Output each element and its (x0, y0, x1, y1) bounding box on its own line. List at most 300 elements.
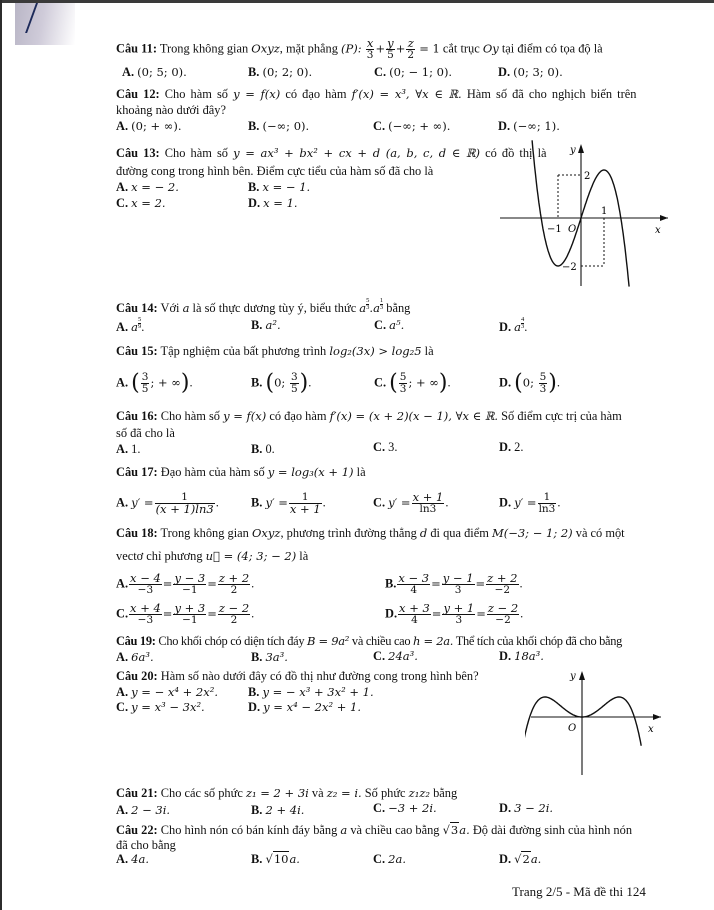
question-15-stem (116, 344, 434, 358)
fraction (399, 372, 408, 395)
option-text: 3 − 2i. (514, 801, 554, 815)
option-label: C. (116, 700, 129, 714)
option-label: C. (374, 318, 387, 332)
question-21-option-d[interactable] (499, 801, 553, 815)
numerator: y (387, 36, 394, 50)
fraction (397, 573, 430, 596)
option-label: D. (499, 801, 512, 815)
option-label: A. (116, 650, 129, 664)
option-suffix: . (189, 375, 193, 390)
question-19-option-b[interactable] (251, 650, 288, 664)
denominator: 3 (454, 584, 462, 596)
numerator: x + 4 (130, 601, 161, 615)
denominator: −1 (182, 584, 198, 596)
x-axis-label: x (648, 724, 654, 735)
stem-text: Cho các số phức (160, 786, 246, 800)
option-text: (−∞; 0). (262, 119, 310, 133)
question-19-stem (116, 634, 622, 648)
question-18-stem-line1 (116, 526, 625, 540)
stem-text: Cho hàm số (164, 146, 234, 160)
question-13-graph (500, 140, 670, 290)
option-text: (−∞; + ∞). (388, 119, 451, 133)
option-text: (0; 5; 0). (137, 65, 187, 79)
question-19-option-d[interactable] (499, 649, 544, 663)
sqrt-sign: √ (442, 823, 450, 837)
option-text: y = − x⁴ + 2x². (131, 685, 219, 699)
question-12-stem-line1 (116, 87, 636, 101)
question-13-stem-line1 (116, 146, 547, 160)
fraction (155, 492, 215, 515)
question-18-option-d[interactable]: D. $\frac{x + 3}{4}$ = $\frac{y + 1}{3}$ = $\frac{z - 2}{-2}$ . (385, 601, 524, 626)
stem-text: Cho hàm số (160, 409, 224, 423)
question-18-option-b[interactable]: B. $\frac{x - 3}{4}$ = $\frac{y - 1}{3}$ = $\frac{z + 2}{-2}$ . (385, 571, 523, 596)
fraction (218, 603, 250, 626)
question-label: Câu 15: (116, 344, 158, 358)
numerator: 1 (538, 492, 557, 504)
stem-math: f′(x) = (x + 2)(x − 1), ∀x ∈ ℝ. (329, 409, 499, 423)
option-text: 1. (131, 442, 141, 456)
stem-math: z₁z₂ (408, 786, 430, 800)
sqrt-sign: √ (265, 852, 273, 866)
fraction (442, 603, 475, 626)
option-label: A. (122, 65, 135, 79)
option-text: a⁵. (389, 318, 405, 332)
option-label: A. (116, 119, 129, 133)
option-math: ; + ∞ (150, 375, 181, 390)
stem-math: a (340, 823, 348, 837)
option-label: B. (251, 375, 263, 390)
stem-text: Tập nghiệm của bất phương trình (160, 344, 330, 358)
option-text: x = 1. (263, 196, 298, 210)
question-label: Câu 11: (116, 41, 157, 56)
denominator: 3 (379, 304, 384, 311)
numerator: y − 1 (442, 571, 474, 585)
question-20-option-d[interactable] (248, 700, 361, 714)
stem-text: có đạo hàm (266, 409, 330, 423)
stem-text: có đạo hàm (280, 87, 352, 101)
sqrt-radicand: 10 (273, 852, 289, 866)
tick-label-x-1: 1 (601, 206, 608, 217)
numerator: 1 (155, 492, 215, 504)
option-label: B. (248, 685, 260, 699)
y-axis-label: y (570, 671, 576, 682)
stem-text: Đạo hàm của hàm số (160, 465, 268, 479)
stem-text: Trong không gian (160, 526, 252, 540)
option-label: A. (116, 320, 129, 334)
fraction (486, 573, 518, 596)
option-math: a (514, 320, 522, 334)
option-suffix: . (557, 495, 561, 510)
question-20-option-c[interactable] (116, 700, 205, 714)
question-14-option-a[interactable] (116, 316, 145, 334)
stem-text: Với (160, 301, 183, 315)
option-text: 18a³. (514, 649, 544, 663)
question-label: Câu 18: (116, 526, 158, 540)
denominator: x + 1 (289, 502, 321, 516)
option-label: A. (116, 852, 129, 866)
question-label: Câu 21: (116, 786, 158, 800)
origin-label: O (568, 224, 577, 235)
option-text: y = − x³ + 3x² + 1. (262, 685, 374, 699)
option-label: D. (248, 196, 261, 210)
option-label: D. (499, 440, 512, 454)
question-22-stem-line1 (116, 823, 632, 837)
denominator: 3 (521, 323, 525, 330)
denominator: 5 (141, 383, 149, 395)
question-label: Câu 13: (116, 146, 160, 160)
fraction (173, 603, 206, 626)
numerator: x − 3 (398, 571, 430, 585)
fraction (129, 573, 162, 596)
x-axis-arrow-icon (653, 714, 661, 720)
stem-math: a (182, 301, 190, 315)
paren: ) (548, 370, 557, 396)
numerator: 5 (399, 371, 407, 383)
fraction (366, 38, 375, 61)
question-13-stem-line2: đường cong trong hình bên. Điểm cực tiểu của hàm số đã cho là (116, 164, 434, 178)
question-16-option-d[interactable] (499, 440, 523, 454)
stem-text: bằng (430, 786, 458, 800)
question-15-option-c[interactable] (374, 372, 451, 395)
numerator: 5 (366, 297, 370, 304)
option-label: D. (385, 606, 398, 621)
option-math: y′ = (514, 495, 537, 510)
denominator: 3 (366, 304, 370, 311)
question-21-option-b[interactable] (251, 803, 304, 817)
option-label: D. (499, 320, 512, 334)
question-13-option-a[interactable] (116, 180, 179, 194)
question-17-stem (116, 465, 366, 479)
question-19-option-a[interactable] (116, 650, 154, 664)
question-14-option-c[interactable] (374, 318, 404, 332)
question-17-option-a[interactable] (116, 492, 219, 515)
stem-text: là (421, 344, 434, 358)
y-axis-arrow-icon (579, 671, 585, 680)
origin-label: O (568, 723, 577, 734)
option-label: C. (374, 375, 387, 390)
option-suffix: . (556, 375, 560, 390)
stem-math: Oxyz (251, 41, 280, 56)
stem-text: , mặt phẳng (279, 41, 342, 56)
stem-math: = 1 (419, 41, 440, 56)
option-text: 2a. (388, 852, 406, 866)
stem-text: bằng (383, 301, 411, 315)
question-15-option-a[interactable] (116, 372, 193, 395)
option-math: ; + ∞ (408, 375, 439, 390)
stem-math: u⃗ = (4; 3; − 2) (205, 549, 297, 563)
question-16-stem-line2: số đã cho là (116, 426, 175, 440)
numerator: z − 2 (218, 601, 250, 615)
stem-text: và chiều cao bằng (347, 823, 443, 837)
question-16-option-b[interactable] (251, 442, 275, 456)
option-text: (−∞; 1). (513, 119, 560, 133)
option-label: A. (116, 576, 129, 591)
paren: ( (265, 370, 275, 396)
option-text: 2 − 3i. (131, 803, 171, 817)
question-20-option-a[interactable] (116, 685, 218, 699)
question-21-option-a[interactable] (116, 803, 170, 817)
option-label: C. (373, 119, 386, 133)
numerator: z − 2 (487, 601, 519, 615)
numerator: y − 3 (174, 571, 206, 585)
stem-math: z₂ = i. (326, 786, 362, 800)
question-22-stem-line2: đã cho bằng (116, 838, 176, 852)
option-math: 0; (274, 375, 289, 390)
denominator: 2 (230, 584, 238, 596)
question-14-option-d[interactable] (499, 316, 528, 334)
question-12-option-d[interactable] (498, 119, 560, 133)
numerator: x + 1 (412, 490, 444, 504)
paren: ( (389, 370, 398, 396)
question-20-option-b[interactable] (248, 685, 374, 699)
numerator: z + 2 (487, 571, 518, 585)
stem-text: Cho khối chóp có diện tích đáy (158, 634, 308, 648)
option-math: 0; (522, 375, 538, 390)
question-15-option-b[interactable] (251, 372, 311, 395)
denominator: −2 (495, 614, 511, 626)
numerator: x + 3 (399, 601, 430, 615)
question-12-option-b[interactable] (248, 119, 309, 133)
option-text: a. (530, 852, 542, 866)
option-label: B. (251, 495, 263, 510)
stem-text: có đồ thị là (480, 146, 547, 160)
denominator: 3 (366, 49, 374, 61)
fraction (386, 38, 395, 61)
denominator: ln3 (419, 503, 437, 515)
option-label: B. (385, 576, 397, 591)
question-11-stem: Câu 11: Trong không gian Oxyz, mặt phẳng (P): $\frac{x}{3}$ + $\frac{y}{5}$ + $\frac{z}{2}$ = 1 cắt trục Oy tại điểm có tọa độ là (116, 36, 603, 61)
stem-math: d (419, 526, 428, 540)
numerator: z + 2 (218, 571, 250, 585)
numerator: 5 (539, 371, 547, 383)
x-axis-arrow-icon (660, 215, 668, 221)
stem-math: h = 2a. (413, 634, 454, 648)
stem-text: cắt trục (439, 41, 483, 56)
option-math: y′ = (388, 495, 411, 510)
question-14-stem (116, 297, 411, 315)
option-suffix: . (308, 375, 312, 390)
option-text: x = − 1. (262, 180, 311, 194)
option-text: 24a³. (388, 649, 418, 663)
stem-text: Hàm số đã cho nghịch biến trên (461, 87, 637, 101)
option-label: A. (116, 180, 129, 194)
question-label: Câu 14: (116, 301, 158, 315)
question-13-option-d[interactable] (248, 196, 298, 210)
numerator: y + 1 (443, 601, 475, 615)
question-15-option-d[interactable] (499, 372, 560, 395)
option-label: B. (251, 318, 263, 332)
denominator: −3 (137, 584, 154, 596)
option-text: (0; 3; 0). (513, 65, 563, 79)
question-11-option-c[interactable] (374, 65, 452, 79)
option-text: 0. (265, 442, 275, 456)
paren: ) (180, 370, 190, 396)
question-label: Câu 19: (116, 634, 156, 648)
option-label: C. (373, 440, 386, 454)
denominator: (x + 1)ln3 (155, 502, 214, 516)
denominator: 2 (407, 49, 415, 61)
stem-math: y = f(x) (223, 409, 267, 423)
numerator: 1 (289, 492, 322, 504)
numerator: 3 (290, 371, 298, 383)
denominator: 2 (230, 614, 238, 626)
option-label: B. (248, 119, 260, 133)
option-label: A. (116, 375, 129, 390)
stem-text: và chiều cao (349, 634, 414, 648)
question-16-option-c[interactable] (373, 440, 397, 454)
numerator: 4 (521, 316, 525, 323)
option-label: B. (248, 65, 260, 79)
paren: ) (438, 370, 448, 396)
question-22-option-c[interactable] (373, 852, 406, 866)
question-11-option-d[interactable] (498, 65, 563, 79)
stem-text: đi qua điểm (427, 526, 492, 540)
question-17-option-d[interactable] (499, 492, 560, 515)
stem-text: Số điểm cực trị của hàm (498, 409, 622, 423)
stem-text: Số phức (361, 786, 409, 800)
stem-text: và (308, 786, 327, 800)
option-text: y = x⁴ − 2x² + 1. (263, 700, 361, 714)
option-label: C. (374, 65, 387, 79)
option-text: 6a³. (131, 650, 154, 664)
option-label: A. (116, 442, 129, 456)
question-18-option-a[interactable]: A. $\frac{x - 4}{-3}$ = $\frac{y - 3}{-1}$ = $\frac{z + 2}{2}$ . (116, 571, 255, 596)
denominator: 5 (387, 49, 394, 61)
option-text: x = 2. (131, 196, 166, 210)
fraction (218, 573, 250, 596)
stem-text: Hàm số nào dưới đây có đồ thị như đường cong trong hình bên? (160, 669, 479, 683)
denominator: 4 (410, 584, 418, 596)
fraction (406, 38, 415, 61)
sqrt-sign: √ (514, 852, 522, 866)
fraction (129, 603, 162, 626)
denominator: 9 (138, 323, 142, 330)
question-21-option-c[interactable] (373, 801, 437, 815)
option-math: y′ = (265, 495, 288, 510)
stem-math: y = f(x) (233, 87, 281, 101)
question-19-option-c[interactable] (373, 649, 418, 663)
option-text: (0; − 1; 0). (389, 65, 453, 79)
question-22-option-a[interactable] (116, 852, 149, 866)
tick-label-y-2: 2 (584, 171, 591, 182)
stem-math: f′(x) = x³, ∀x ∈ ℝ. (351, 87, 462, 101)
stem-text: Trong không gian (159, 41, 252, 56)
fraction (487, 603, 519, 626)
question-11-option-b[interactable] (248, 65, 312, 79)
option-text: x = − 2. (131, 180, 179, 194)
option-label: C. (373, 852, 386, 866)
option-suffix: . (322, 495, 326, 510)
dot: . (369, 301, 374, 315)
question-11-option-a[interactable] (122, 65, 187, 79)
stem-math: log₂(3x) > log₂5 (329, 344, 422, 358)
option-text: (0; + ∞). (131, 119, 182, 133)
fraction (412, 492, 445, 515)
question-13-option-c[interactable] (116, 196, 166, 210)
option-label: D. (498, 119, 511, 133)
option-text: 2 + 4i. (265, 803, 305, 817)
denominator: −3 (137, 614, 154, 626)
option-text: a². (265, 318, 281, 332)
numerator: 1 (379, 297, 384, 304)
option-text: a. (289, 852, 300, 866)
question-18-option-c[interactable]: C. $\frac{x + 4}{-3}$ = $\frac{y + 3}{-1}$ = $\frac{z - 2}{2}$ . (116, 601, 255, 626)
option-label: C. (373, 649, 386, 663)
option-suffix: . (141, 320, 145, 334)
quartic-curve (525, 697, 641, 746)
denominator: 4 (411, 614, 418, 626)
fraction (173, 573, 206, 596)
question-17-option-b[interactable] (251, 492, 326, 515)
stem-math: z₁ = 2 + 3i (245, 786, 309, 800)
question-22-option-d[interactable] (499, 852, 541, 866)
option-label: D. (248, 700, 261, 714)
stem-text: và có một (572, 526, 625, 540)
tick-label-y-neg2: −2 (562, 262, 577, 273)
denominator: −2 (494, 584, 511, 596)
question-label: Câu 22: (116, 823, 158, 837)
question-13-option-b[interactable] (248, 180, 310, 194)
stem-text: Thể tích của khối chóp đã cho bằng (453, 634, 623, 648)
y-axis-label: y (570, 145, 576, 156)
question-16-stem-line1 (116, 409, 622, 423)
question-17-option-c[interactable] (373, 492, 448, 515)
option-suffix: . (445, 495, 449, 510)
option-text: 4a. (131, 852, 149, 866)
question-label: Câu 20: (116, 669, 158, 683)
option-label: D. (498, 65, 511, 79)
option-label: B. (251, 442, 263, 456)
stem-text: là (296, 549, 309, 563)
question-12-option-a[interactable] (116, 119, 182, 133)
sqrt-radicand: 2 (522, 852, 530, 866)
option-math: a (131, 320, 139, 334)
question-12-option-c[interactable] (373, 119, 450, 133)
denominator: ln3 (538, 503, 556, 515)
option-text: −3 + 2i. (388, 801, 437, 815)
numerator: x (366, 36, 374, 50)
question-20-graph (525, 665, 665, 780)
fraction (538, 492, 557, 515)
stem-math: y = log₃(x + 1) (267, 465, 354, 479)
stem-math: Oy (482, 41, 499, 56)
question-label: Câu 12: (116, 87, 160, 101)
numerator: 3 (141, 371, 149, 383)
option-label: D. (499, 495, 512, 510)
question-20-stem (116, 669, 479, 683)
denominator: 3 (539, 383, 547, 395)
question-16-option-a[interactable] (116, 442, 140, 456)
option-label: A. (116, 685, 129, 699)
option-text: (0; 2; 0). (262, 65, 313, 79)
stem-text: Độ dài đường sinh của hình nón (469, 823, 633, 837)
option-text: y = x³ − 3x². (131, 700, 205, 714)
sqrt-radicand: 3 (450, 823, 459, 837)
option-label: B. (251, 852, 263, 866)
stem-math: (P): (341, 41, 362, 56)
option-suffix: . (524, 320, 528, 334)
question-14-option-b[interactable] (251, 318, 281, 332)
option-label: B. (251, 803, 263, 817)
question-22-option-b[interactable] (251, 852, 300, 866)
option-label: C. (116, 196, 129, 210)
stem-text: vectơ chỉ phương (116, 549, 206, 563)
stem-math: M(−3; − 1; 2) (491, 526, 573, 540)
option-text: 3. (388, 440, 398, 454)
denominator: −1 (182, 614, 198, 626)
stem-math: a (373, 301, 380, 315)
option-label: C. (373, 801, 386, 815)
